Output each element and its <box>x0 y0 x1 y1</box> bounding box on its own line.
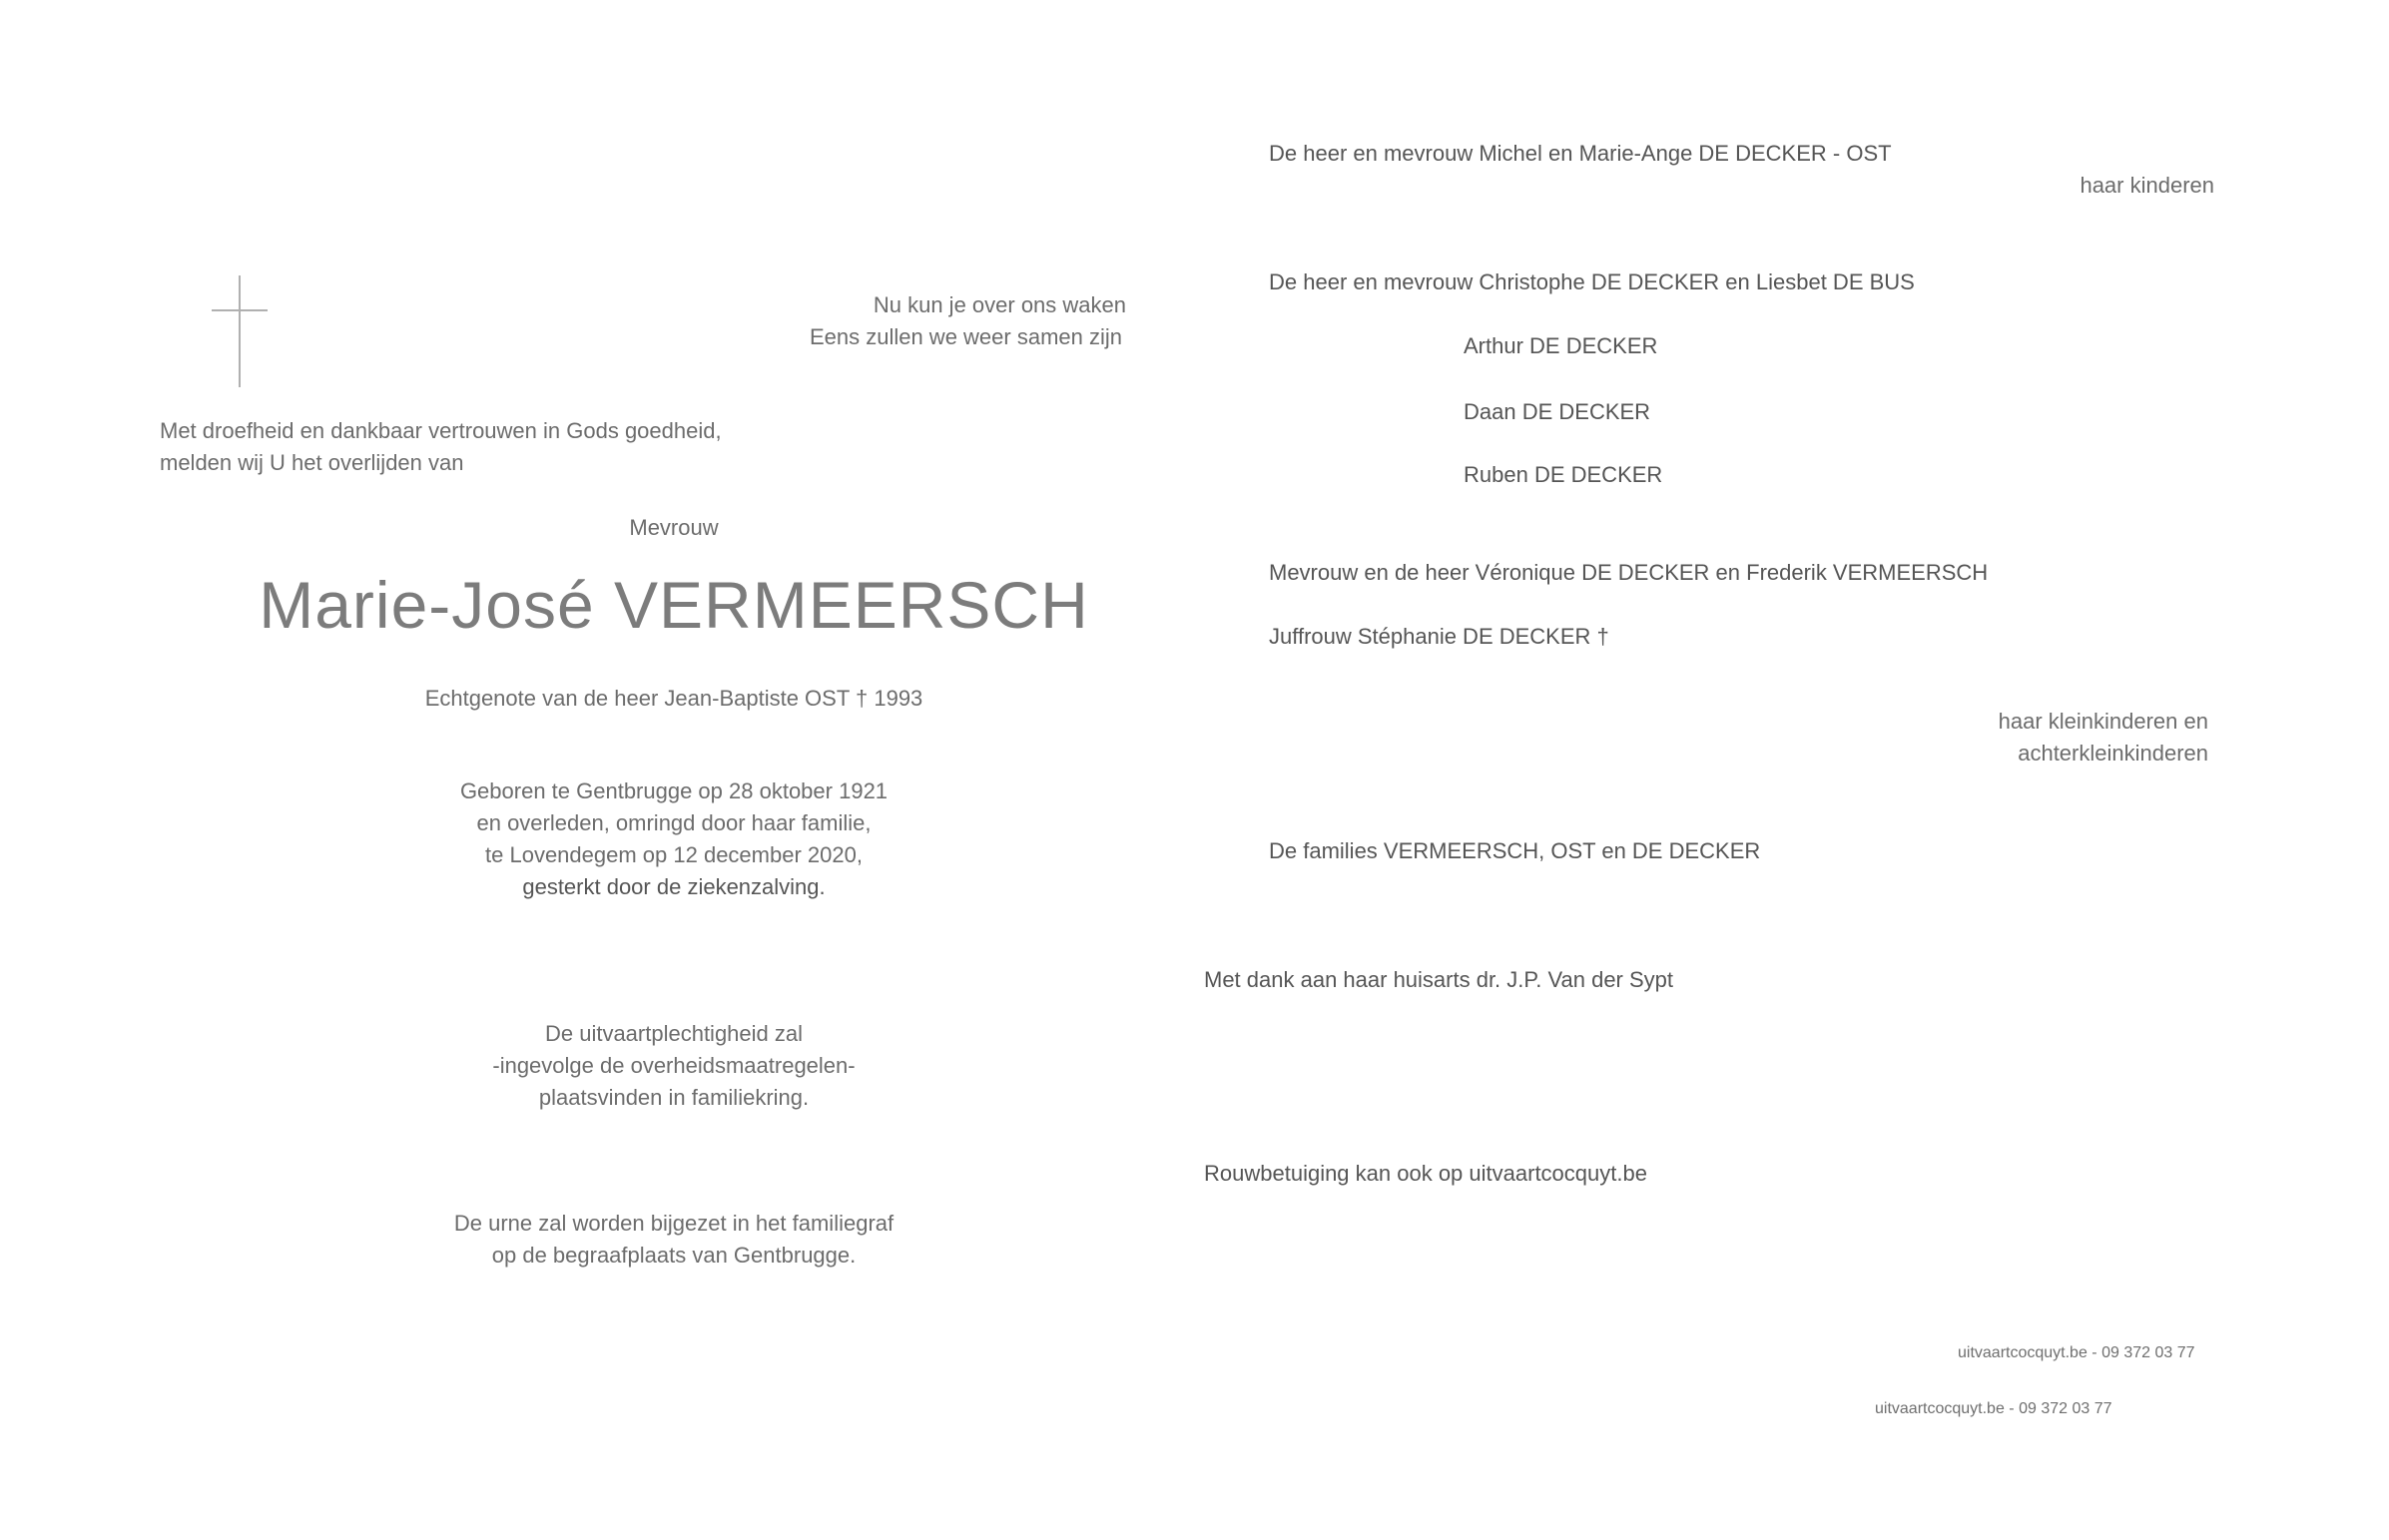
intro-line: melden wij U het overlijden van <box>160 450 464 475</box>
cross-icon <box>212 275 268 387</box>
grandchildren-label-line: haar kleinkinderen en <box>1998 709 2208 734</box>
ceremony-text <box>299 1018 1048 1114</box>
birth-death-line: gesterkt door de ziekenzalving. <box>522 874 826 899</box>
families-line: De families VERMEERSCH, OST en DE DECKER <box>1269 838 1761 863</box>
urn-line: De urne zal worden bijgezet in het familiegraf <box>453 1211 895 1236</box>
ceremony-line: plaatsvinden in familiekring. <box>538 1085 810 1110</box>
grandchildren-label-line: achterkleinkinderen <box>2018 741 2208 766</box>
grandchild-3: Ruben DE DECKER <box>1464 462 1663 487</box>
family-line-2: De heer en mevrouw Christophe DE DECKER en Liesbet DE BUS <box>1269 269 1915 294</box>
ceremony-line: De uitvaartplechtigheid zal <box>544 1021 804 1046</box>
intro-text <box>160 415 722 479</box>
poem <box>810 289 1126 353</box>
grandchild-1: Arthur DE DECKER <box>1464 333 1658 358</box>
footer-contact-1: uitvaartcocquyt.be - 09 372 03 77 <box>1958 1344 2195 1361</box>
family-line-4: Juffrouw Stéphanie DE DECKER † <box>1269 624 1609 649</box>
thanks-line: Met dank aan haar huisarts dr. J.P. Van der Sypt <box>1204 967 1674 992</box>
intro-line: Met droefheid en dankbaar vertrouwen in Gods goedheid, <box>160 418 722 443</box>
grandchild-2: Daan DE DECKER <box>1464 399 1651 424</box>
birth-death-line: te Lovendegem op 12 december 2020, <box>485 842 863 867</box>
condolence-line: Rouwbetuiging kan ook op uitvaartcocquyt.be <box>1204 1161 1647 1186</box>
urn-line: op de begraafplaats van Gentbrugge. <box>491 1243 857 1268</box>
poem-line: Nu kun je over ons waken <box>873 292 1126 317</box>
grandchildren-label <box>1999 706 2208 770</box>
birth-death-line: en overleden, omringd door haar familie, <box>476 810 872 835</box>
birth-death-line: Geboren te Gentbrugge op 28 oktober 1921 <box>459 778 889 803</box>
deceased-name: Marie-José VERMEERSCH <box>259 568 1089 642</box>
ceremony-line: -ingevolge de overheidsmaatregelen- <box>492 1053 856 1078</box>
children-label: haar kinderen <box>2080 173 2214 198</box>
urn-text <box>299 1208 1048 1272</box>
spouse-line: Echtgenote van de heer Jean-Baptiste OST † 1993 <box>424 686 923 711</box>
birth-death-text <box>299 775 1048 903</box>
poem-line: Eens zullen we weer samen zijn <box>809 324 1122 349</box>
family-line-1: De heer en mevrouw Michel en Marie-Ange DE DECKER - OST <box>1269 141 1892 166</box>
family-line-3: Mevrouw en de heer Véronique DE DECKER en Frederik VERMEERSCH <box>1269 560 1989 585</box>
salutation: Mevrouw <box>629 515 719 540</box>
footer-contact-2: uitvaartcocquyt.be - 09 372 03 77 <box>1875 1400 2112 1417</box>
